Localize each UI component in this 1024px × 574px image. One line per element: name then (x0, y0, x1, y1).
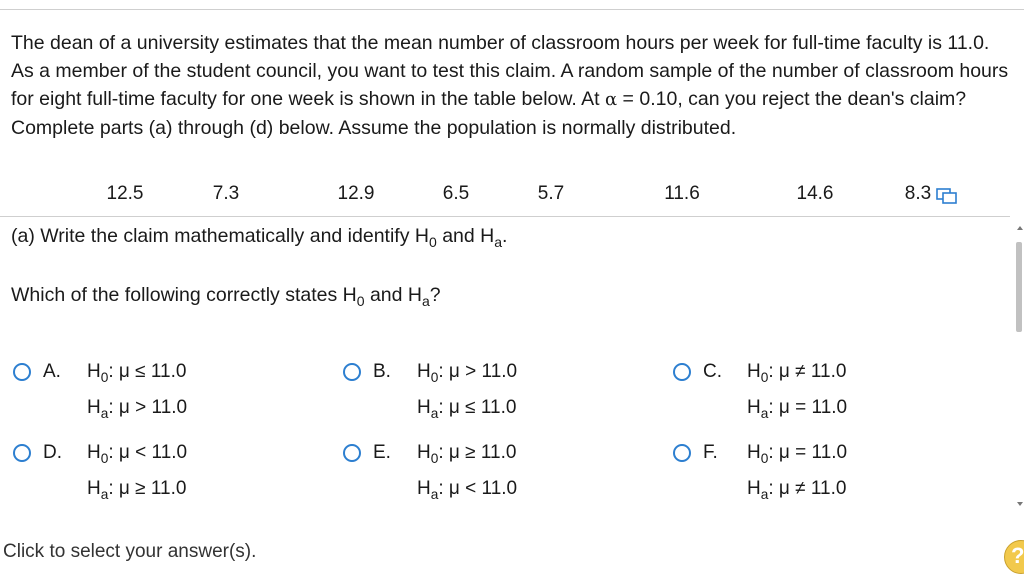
radio-button-icon[interactable] (343, 363, 361, 381)
select-answer-instruction: Click to select your answer(s). (3, 541, 257, 562)
null-hypothesis: $H_0$: μ ≥ 11.0 (417, 442, 517, 466)
alternative-hypothesis: $H_a$: μ < 11.0 (417, 478, 518, 502)
radio-button-icon[interactable] (673, 444, 691, 462)
alternative-hypothesis: $H_a$: μ > 11.0 (87, 397, 188, 421)
null-hypothesis: $H_0$: μ > 11.0 (417, 361, 518, 385)
alternative-hypothesis: $H_a$: μ ≥ 11.0 (87, 478, 187, 502)
alternative-hypothesis: $H_a$: μ ≠ 11.0 (747, 478, 847, 502)
radio-button-icon[interactable] (673, 363, 691, 381)
section-divider (0, 216, 1010, 217)
option-letter: D. (43, 442, 62, 463)
scroll-up-arrow-icon[interactable] (1017, 226, 1023, 230)
help-icon[interactable]: ? (1004, 540, 1024, 574)
data-value: 11.6 (664, 183, 700, 204)
scroll-down-arrow-icon[interactable] (1017, 502, 1023, 506)
radio-button-icon[interactable] (13, 363, 31, 381)
data-value: 5.7 (537, 183, 565, 204)
data-value: 7.3 (212, 183, 240, 204)
part-a-heading: (a) Write the claim mathematically and identify $H_0$ and $H_a$. (11, 225, 508, 250)
alternative-hypothesis: $H_a$: μ ≤ 11.0 (417, 397, 517, 421)
option-letter: B. (373, 361, 391, 382)
null-hypothesis: $H_0$: μ < 11.0 (87, 442, 188, 466)
copy-data-icon[interactable] (936, 188, 958, 204)
alpha-symbol: α (604, 89, 618, 110)
top-divider (0, 9, 1024, 10)
option-letter: E. (373, 442, 391, 463)
null-hypothesis: $H_0$: μ ≠ 11.0 (747, 361, 847, 385)
alternative-hypothesis: $H_a$: μ = 11.0 (747, 397, 848, 421)
null-hypothesis: $H_0$: μ ≤ 11.0 (87, 361, 187, 385)
question-prompt: Which of the following correctly states $H_0$ and $H_a$? (11, 284, 441, 309)
option-letter: F. (703, 442, 718, 463)
question-text: The dean of a university estimates that the mean number of classroom hours per week for full-time faculty is 11.0. As a member of the student council, you want to test this claim. A random sample of the number of classroom hours for eight full-time faculty for one week is shown in the table below. At α = 0.10, can you reject the dean's claim? Complete parts (a) through (d) below. Assume the population is normally distributed. (11, 32, 1009, 139)
data-value: 14.6 (796, 183, 834, 204)
scroll-thumb[interactable] (1016, 242, 1022, 332)
data-value: 12.5 (106, 183, 144, 204)
data-table (0, 182, 1024, 206)
data-value: 8.3 (904, 183, 932, 204)
option-letter: A. (43, 361, 61, 382)
data-value: 6.5 (442, 183, 470, 204)
option-letter: C. (703, 361, 722, 382)
radio-button-icon[interactable] (343, 444, 361, 462)
data-value: 12.9 (337, 183, 375, 204)
scrollbar[interactable] (1014, 222, 1024, 512)
null-hypothesis: $H_0$: μ = 11.0 (747, 442, 848, 466)
radio-button-icon[interactable] (13, 444, 31, 462)
